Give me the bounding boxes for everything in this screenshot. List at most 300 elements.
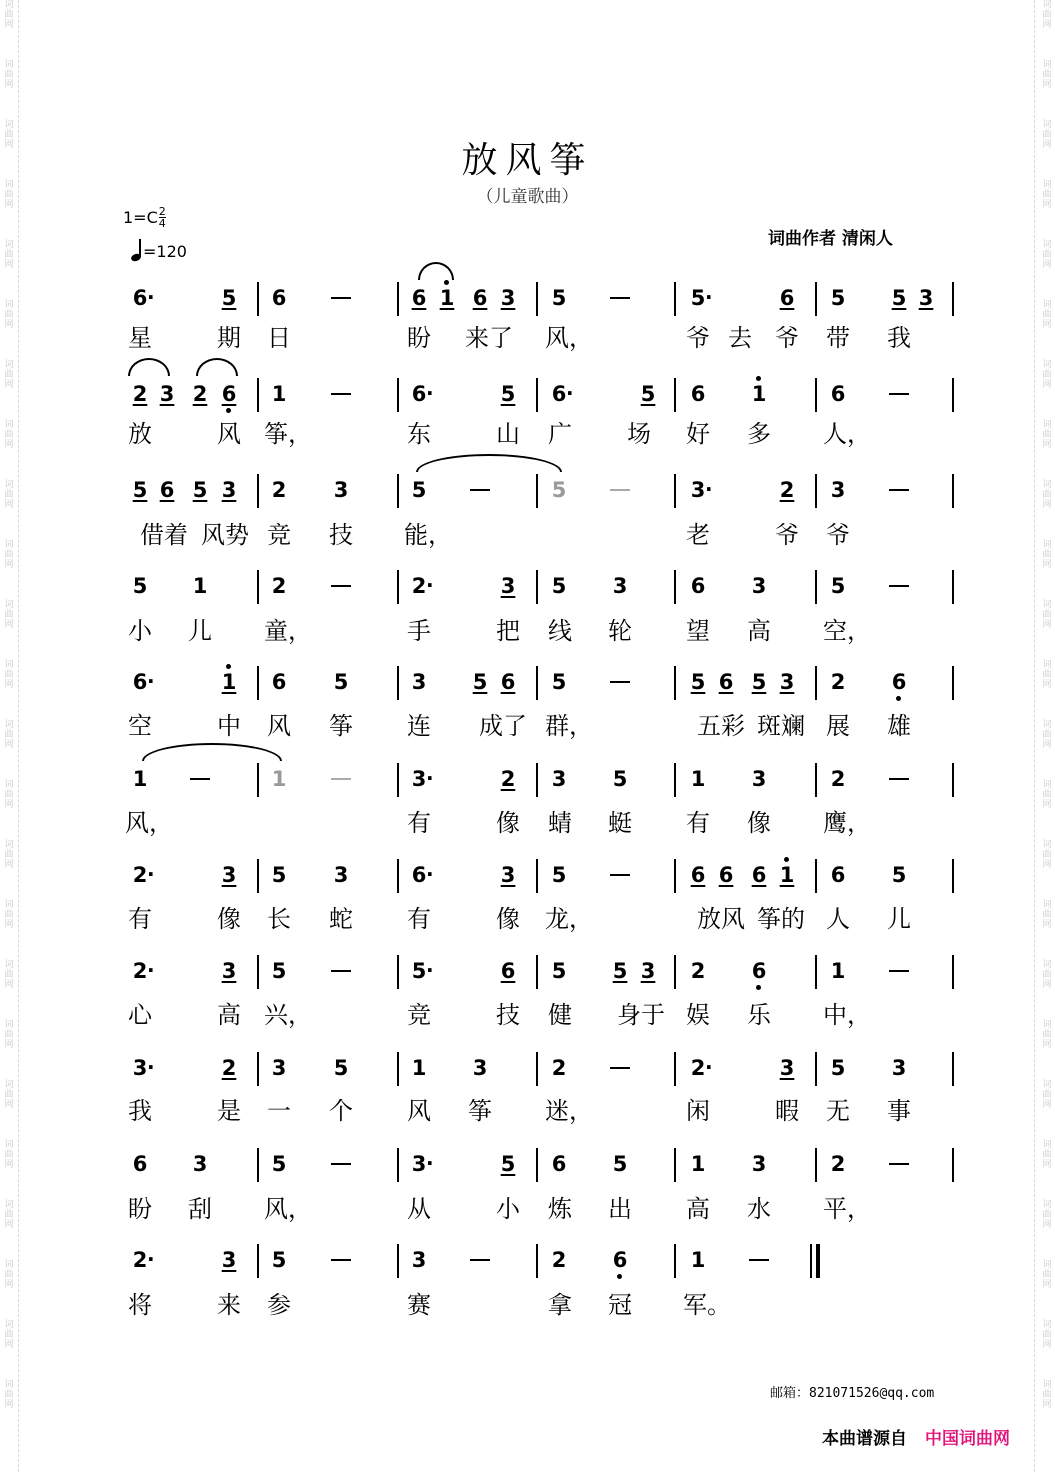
lyric-syllable: 日 (267, 324, 291, 352)
barline (952, 282, 954, 316)
watermark-glyph: 词 (1042, 960, 1052, 970)
notation-row (0, 374, 1055, 414)
barline (397, 1244, 399, 1278)
note: 5 (333, 670, 349, 694)
note: 2 · (683, 1056, 713, 1080)
lyric-syllable: 一 (267, 1097, 291, 1125)
note: 2 (551, 1248, 567, 1272)
watermark-glyph: 网 (1042, 140, 1052, 150)
barline (536, 1244, 538, 1278)
watermark-glyph: 曲 (4, 1330, 14, 1340)
watermark-glyph: 网 (4, 620, 14, 630)
note: 5 · (683, 286, 713, 310)
source-site: 中国词曲网 (925, 1429, 1010, 1449)
note: 1 (690, 767, 706, 791)
lyric-syllable: 多 (747, 420, 771, 448)
note: 5 (271, 1248, 287, 1272)
lyric-syllable: 东 (407, 420, 431, 448)
watermark-glyph: 网 (1042, 1400, 1052, 1410)
lyric-syllable: 闲 (686, 1097, 710, 1125)
lyric-syllable: 来了 (465, 324, 513, 352)
barline (815, 763, 817, 797)
lyric-syllable: 期 (217, 324, 241, 352)
note: 6 (500, 959, 516, 983)
watermark-glyph: 网 (1042, 1220, 1052, 1230)
slur (196, 358, 238, 376)
lyric-syllable: 小 (496, 1195, 520, 1223)
barline (815, 474, 817, 508)
note: 1 (192, 574, 208, 598)
slur (416, 454, 562, 472)
watermark-glyph: 网 (4, 680, 14, 690)
lyric-syllable: 儿 (188, 617, 212, 645)
note: 5 (640, 382, 656, 406)
note: 5 (132, 478, 148, 502)
lyric-row (0, 808, 1055, 838)
watermark-glyph: 网 (4, 1040, 14, 1050)
barline (815, 282, 817, 316)
note: 3 (411, 670, 427, 694)
note: 5 · (404, 959, 434, 983)
watermark-glyph: 网 (4, 920, 14, 930)
note: 2 · (404, 574, 434, 598)
lyric-syllable: 斑斓 (757, 712, 805, 740)
lyric-syllable: 爷 (826, 521, 850, 549)
lyric-syllable: 心 (128, 1001, 152, 1029)
lyric-syllable: 风势 (201, 521, 249, 549)
barline (674, 570, 676, 604)
slur (418, 262, 454, 280)
watermark-glyph: 曲 (1042, 490, 1052, 500)
lyric-syllable: 有 (686, 809, 710, 837)
notation-row (0, 1144, 1055, 1184)
lyric-syllable: 盼 (128, 1195, 152, 1223)
lyric-syllable: 小 (128, 617, 152, 645)
lyric-syllable: 是 (217, 1097, 241, 1125)
barline (257, 570, 259, 604)
note: 1 (271, 767, 287, 791)
watermark-glyph: 词 (1042, 1200, 1052, 1210)
watermark-glyph: 词 (1042, 180, 1052, 190)
barline (815, 1052, 817, 1086)
lyric-syllable: 中， (823, 1001, 871, 1029)
lyric-syllable: 空， (823, 617, 871, 645)
barline (674, 859, 676, 893)
barline (815, 378, 817, 412)
lyric-row (0, 1000, 1055, 1030)
lyric-syllable: 竞 (267, 521, 291, 549)
note: 5 (690, 670, 706, 694)
note: 5 (551, 478, 567, 502)
source-credit (822, 1424, 1010, 1449)
composer-credit: 词曲作者 清闲人 (768, 229, 893, 249)
barline (257, 1052, 259, 1086)
lyric-syllable: 广 (548, 420, 572, 448)
watermark-glyph: 曲 (1042, 1270, 1052, 1280)
note: 3 · (683, 478, 713, 502)
watermark-glyph: 曲 (1042, 370, 1052, 380)
final-barline (810, 1244, 812, 1278)
lyric-row (0, 323, 1055, 353)
lyric-syllable: 童， (264, 617, 312, 645)
barline (397, 1148, 399, 1182)
lyric-syllable: 蛇 (329, 905, 353, 933)
barline (397, 859, 399, 893)
barline (952, 1148, 954, 1182)
watermark-glyph: 词 (1042, 1080, 1052, 1090)
watermark-glyph: 网 (4, 80, 14, 90)
note: 6 · (404, 863, 434, 887)
watermark-glyph: 词 (1042, 1380, 1052, 1390)
note: 5 (551, 959, 567, 983)
barline (674, 955, 676, 989)
watermark-glyph: 网 (4, 440, 14, 450)
barline (536, 378, 538, 412)
lyric-syllable: 刮 (188, 1195, 212, 1223)
barline (536, 1148, 538, 1182)
note: 3 · (404, 1152, 434, 1176)
watermark-glyph: 网 (4, 1100, 14, 1110)
watermark-glyph: 曲 (1042, 1150, 1052, 1160)
lyric-syllable: 高 (747, 617, 771, 645)
note: 6 (884, 670, 914, 694)
watermark-glyph: 词 (1042, 540, 1052, 550)
lyric-syllable: 事 (887, 1097, 911, 1125)
lyric-syllable: 竞 (407, 1001, 431, 1029)
barline (815, 1148, 817, 1182)
note: 1 (411, 1056, 427, 1080)
watermark-glyph: 词 (1042, 420, 1052, 430)
note: 6 (500, 670, 516, 694)
lyric-syllable: 把 (496, 617, 520, 645)
watermark-glyph: 词 (1042, 720, 1052, 730)
contact-email: 邮箱：821071526@qq.com (770, 1386, 935, 1401)
watermark-glyph: 曲 (4, 670, 14, 680)
lyric-syllable: 冠 (608, 1291, 632, 1319)
barline (674, 1148, 676, 1182)
barline (674, 1244, 676, 1278)
lyric-row (0, 419, 1055, 449)
barline (952, 378, 954, 412)
barline (952, 666, 954, 700)
watermark-glyph: 词 (4, 840, 14, 850)
watermark-glyph: 网 (1042, 920, 1052, 930)
lyric-syllable: 像 (496, 905, 520, 933)
barline (952, 763, 954, 797)
lyric-syllable: 无 (826, 1097, 850, 1125)
barline (536, 474, 538, 508)
watermark-glyph: 网 (1042, 800, 1052, 810)
lyric-syllable: 儿 (887, 905, 911, 933)
note: 1 (132, 767, 148, 791)
note: 2 (830, 1152, 846, 1176)
note: 3 · (125, 1056, 155, 1080)
note: 3 · (404, 767, 434, 791)
barline (257, 666, 259, 700)
note: 5 (612, 767, 628, 791)
note: 6 (271, 670, 287, 694)
lyric-syllable: 拿 (548, 1291, 572, 1319)
barline (397, 763, 399, 797)
watermark-glyph: 词 (1042, 360, 1052, 370)
barline (397, 666, 399, 700)
note: 5 (333, 1056, 349, 1080)
watermark-glyph: 网 (1042, 260, 1052, 270)
barline (536, 570, 538, 604)
barline (674, 378, 676, 412)
extension-dash (331, 585, 351, 587)
extension-dash (610, 1067, 630, 1069)
barline (257, 955, 259, 989)
lyric-syllable: 身于 (617, 1001, 665, 1029)
notation-row (0, 278, 1055, 318)
note: 3 (751, 1152, 767, 1176)
note: 3 (612, 574, 628, 598)
lyric-syllable: 健 (548, 1001, 572, 1029)
watermark-glyph: 网 (1042, 680, 1052, 690)
watermark-glyph: 网 (1042, 1100, 1052, 1110)
note: 6 (718, 863, 734, 887)
lyric-syllable: 风 (407, 1097, 431, 1125)
barline (536, 859, 538, 893)
lyric-syllable: 线 (548, 617, 572, 645)
barline (397, 378, 399, 412)
note: 6 · (125, 286, 155, 310)
watermark-glyph: 词 (1042, 120, 1052, 130)
watermark-glyph: 网 (4, 260, 14, 270)
watermark-glyph: 曲 (4, 1390, 14, 1400)
watermark-glyph: 网 (1042, 560, 1052, 570)
watermark-glyph: 网 (1042, 740, 1052, 750)
watermark-glyph: 词 (1042, 780, 1052, 790)
watermark-glyph: 网 (1042, 80, 1052, 90)
watermark-glyph: 曲 (4, 10, 14, 20)
watermark-glyph: 词 (4, 1200, 14, 1210)
watermark-glyph: 曲 (1042, 1390, 1052, 1400)
note: 5 (271, 1152, 287, 1176)
watermark-glyph: 词 (4, 600, 14, 610)
watermark-glyph: 网 (1042, 320, 1052, 330)
lyric-row (0, 904, 1055, 934)
extension-dash (331, 1163, 351, 1165)
note: 1 (830, 959, 846, 983)
notation-row (0, 470, 1055, 510)
barline (952, 955, 954, 989)
note: 2 (192, 382, 208, 406)
lyric-syllable: 有 (128, 905, 152, 933)
note: 3 (221, 863, 237, 887)
lyric-syllable: 风 (267, 712, 291, 740)
note: 5 (830, 574, 846, 598)
source-prefix: 本曲谱源自 (822, 1429, 907, 1449)
time-signature-top: 2 (158, 205, 166, 218)
watermark-glyph: 词 (4, 240, 14, 250)
watermark-glyph: 曲 (4, 370, 14, 380)
watermark-glyph: 曲 (1042, 310, 1052, 320)
watermark-glyph: 网 (4, 740, 14, 750)
note: 3 (221, 1248, 237, 1272)
watermark-glyph: 词 (4, 1380, 14, 1390)
barline (674, 474, 676, 508)
watermark-glyph: 词 (1042, 900, 1052, 910)
song-subtitle: （儿童歌曲） (476, 187, 579, 207)
notation-row (0, 1048, 1055, 1088)
barline (257, 1244, 259, 1278)
watermark-glyph: 网 (4, 800, 14, 810)
lyric-row (0, 1290, 1055, 1320)
lyric-syllable: 技 (329, 521, 353, 549)
barline (257, 282, 259, 316)
lyric-syllable: 带 (826, 324, 850, 352)
note: 6 (271, 286, 287, 310)
watermark-glyph: 网 (4, 140, 14, 150)
note: 5 (192, 478, 208, 502)
extension-dash (889, 1163, 909, 1165)
lyric-row (0, 520, 1055, 550)
note: 3 (751, 574, 767, 598)
note: 3 (159, 382, 175, 406)
watermark-glyph: 曲 (1042, 1210, 1052, 1220)
barline (397, 282, 399, 316)
note: 6 · (404, 382, 434, 406)
lyric-syllable: 像 (747, 809, 771, 837)
watermark-glyph: 词 (4, 180, 14, 190)
lyric-syllable: 出 (608, 1195, 632, 1223)
extension-dash (331, 970, 351, 972)
barline (674, 1052, 676, 1086)
lyric-syllable: 人， (823, 420, 871, 448)
barline (952, 570, 954, 604)
extension-dash (331, 297, 351, 299)
note: 6 (605, 1248, 635, 1272)
note: 5 (500, 1152, 516, 1176)
watermark-glyph: 曲 (1042, 730, 1052, 740)
barline (536, 666, 538, 700)
lyric-syllable: 五彩 (697, 712, 745, 740)
lyric-syllable: 去 (728, 324, 752, 352)
note: 6 (830, 382, 846, 406)
extension-dash (470, 1259, 490, 1261)
note: 1 (772, 863, 802, 887)
watermark-glyph: 曲 (4, 1090, 14, 1100)
watermark-glyph: 网 (4, 560, 14, 570)
note: 5 (472, 670, 488, 694)
lyric-syllable: 望 (686, 617, 710, 645)
lyric-syllable: 平， (823, 1195, 871, 1223)
watermark-glyph: 网 (1042, 500, 1052, 510)
note: 1 (690, 1248, 706, 1272)
lyric-syllable: 鹰， (823, 809, 871, 837)
lyric-syllable: 水 (747, 1195, 771, 1223)
barline (815, 570, 817, 604)
watermark-glyph: 曲 (4, 730, 14, 740)
note: 5 (271, 863, 287, 887)
watermark-glyph: 网 (4, 1160, 14, 1170)
lyric-syllable: 风 (217, 420, 241, 448)
watermark-glyph: 词 (1042, 840, 1052, 850)
watermark-glyph: 词 (4, 60, 14, 70)
note: 3 (500, 286, 516, 310)
watermark-glyph: 曲 (1042, 610, 1052, 620)
watermark-glyph: 网 (1042, 1040, 1052, 1050)
extension-dash (889, 489, 909, 491)
watermark-glyph: 曲 (1042, 250, 1052, 260)
watermark-glyph: 曲 (4, 490, 14, 500)
note: 3 (918, 286, 934, 310)
lyric-row (0, 1096, 1055, 1126)
lyric-row (0, 711, 1055, 741)
lyric-syllable: 筝的 (757, 905, 805, 933)
barline (257, 859, 259, 893)
extension-dash (889, 970, 909, 972)
watermark-glyph: 网 (4, 380, 14, 390)
note: 6 (159, 478, 175, 502)
lyric-syllable: 有 (407, 905, 431, 933)
note: 2 (271, 574, 287, 598)
note: 1 (271, 382, 287, 406)
watermark-glyph: 词 (4, 1260, 14, 1270)
watermark-glyph: 曲 (4, 850, 14, 860)
watermark-glyph: 曲 (4, 430, 14, 440)
final-barline (816, 1244, 820, 1278)
watermark-glyph: 网 (1042, 200, 1052, 210)
barline (257, 474, 259, 508)
key-label: 1=C (123, 208, 158, 227)
note: 1 (214, 670, 244, 694)
notation-row (0, 1240, 1055, 1280)
barline (674, 763, 676, 797)
watermark-glyph: 曲 (1042, 430, 1052, 440)
lyric-syllable: 赛 (407, 1291, 431, 1319)
extension-dash (610, 489, 630, 491)
notation-row (0, 951, 1055, 991)
watermark-glyph: 网 (1042, 1160, 1052, 1170)
lyric-syllable: 参 (267, 1291, 291, 1319)
lyric-syllable: 高 (686, 1195, 710, 1223)
watermark-glyph: 网 (4, 20, 14, 30)
note: 3 (221, 478, 237, 502)
barline (257, 763, 259, 797)
lyric-syllable: 爷 (686, 324, 710, 352)
extension-dash (889, 778, 909, 780)
note: 2 (221, 1056, 237, 1080)
watermark-glyph: 词 (1042, 600, 1052, 610)
lyric-syllable: 像 (217, 905, 241, 933)
watermark-glyph: 曲 (4, 1150, 14, 1160)
barline (536, 1052, 538, 1086)
lyric-syllable: 放风 (697, 905, 745, 933)
lyric-syllable: 暇 (775, 1097, 799, 1125)
note: 5 (551, 863, 567, 887)
watermark-glyph: 曲 (4, 130, 14, 140)
note: 3 (333, 478, 349, 502)
lyric-syllable: 龙， (545, 905, 593, 933)
slur (128, 358, 170, 376)
barline (536, 763, 538, 797)
lyric-syllable: 轮 (608, 617, 632, 645)
extension-dash (610, 297, 630, 299)
lyric-syllable: 成了 (479, 712, 527, 740)
note: 3 (779, 1056, 795, 1080)
watermark-glyph: 网 (4, 500, 14, 510)
note: 5 (221, 286, 237, 310)
watermark-glyph: 词 (1042, 660, 1052, 670)
watermark-glyph: 词 (1042, 0, 1052, 10)
watermark-glyph: 词 (4, 540, 14, 550)
extension-dash (331, 1259, 351, 1261)
lyric-syllable: 风， (545, 324, 593, 352)
watermark-glyph: 曲 (1042, 130, 1052, 140)
